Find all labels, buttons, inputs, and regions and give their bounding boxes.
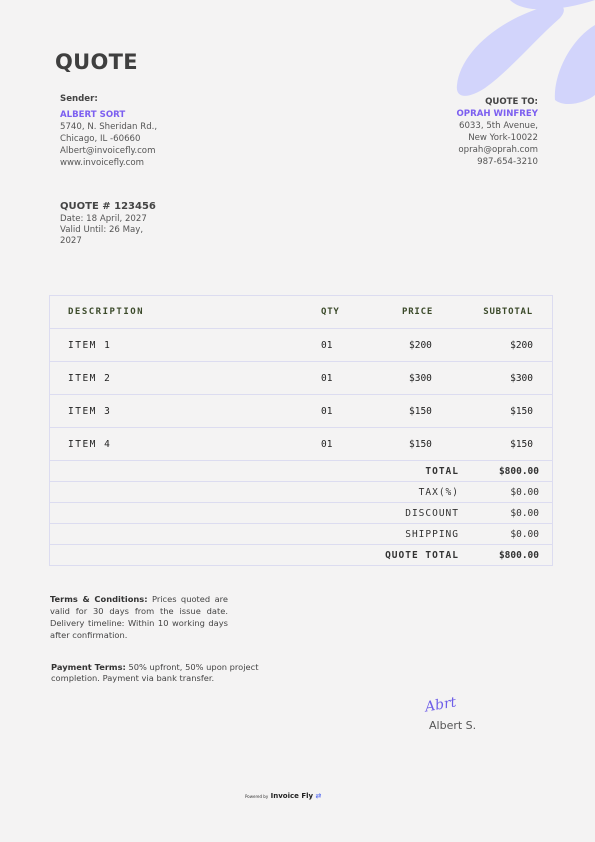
powered-by-text: Powered by [245, 794, 269, 799]
discount-label: DISCOUNT [405, 508, 459, 519]
item-subtotal: $150 [510, 439, 533, 450]
total-row [50, 461, 552, 482]
header-subtotal: SUBTOTAL [483, 307, 533, 317]
payment-label: Payment Terms: [51, 662, 126, 672]
powered-by-footer [245, 792, 321, 800]
document-title: QUOTE [55, 50, 138, 74]
sender-address-line1: 5740, N. Sheridan Rd., [60, 122, 158, 132]
signature-name: Albert S. [429, 719, 477, 732]
terms-text: Prices quoted are valid for 30 days from the issue date. Delivery timeline: Within 10 working days after confirmation. [50, 594, 228, 640]
quote-valid-until-year: 2027 [60, 236, 82, 246]
table-row [50, 329, 552, 362]
item-subtotal: $150 [510, 406, 533, 417]
sender-name: ALBERT SORT [60, 110, 126, 120]
item-qty: 01 [321, 340, 333, 351]
item-price: $200 [409, 340, 432, 351]
sender-address-line2: Chicago, IL -60660 [60, 134, 141, 144]
quote-date: Date: 18 April, 2027 [60, 214, 147, 224]
client-name: OPRAH WINFREY [456, 109, 538, 119]
table-row [50, 395, 552, 428]
tax-row [50, 482, 552, 503]
item-price: $150 [409, 406, 432, 417]
quote-meta [60, 201, 170, 247]
header-description: DESCRIPTION [68, 307, 145, 317]
table-row [50, 428, 552, 461]
items-table [49, 295, 553, 566]
client-email: oprah@oprah.com [458, 145, 538, 155]
terms-section [50, 593, 228, 641]
quote-number: QUOTE # 123456 [60, 201, 156, 212]
item-qty: 01 [321, 439, 333, 450]
quote-total-label: QUOTE TOTAL [385, 550, 459, 561]
payment-text: 50% upfront, 50% upon project completion. Payment via bank transfer. [51, 662, 259, 683]
shipping-row [50, 524, 552, 545]
decorative-leaf-shape [455, 0, 595, 110]
shipping-label: SHIPPING [405, 529, 459, 540]
discount-row [50, 503, 552, 524]
total-label: TOTAL [425, 466, 459, 477]
client-label: QUOTE TO: [485, 97, 538, 107]
sender-label: Sender: [60, 94, 98, 104]
tax-value: $0.00 [510, 487, 539, 498]
client-address-line1: 6033, 5th Avenue, [458, 121, 538, 131]
sender-website: www.invoicefly.com [60, 158, 144, 168]
signature-scribble: Abrt [423, 694, 458, 716]
item-description: ITEM 1 [68, 340, 112, 351]
quote-valid-until: Valid Until: 26 May, [60, 225, 144, 235]
item-description: ITEM 2 [68, 373, 112, 384]
discount-value: $0.00 [510, 508, 539, 519]
quote-total-value: $800.00 [498, 550, 539, 561]
item-qty: 01 [321, 406, 333, 417]
item-subtotal: $200 [510, 340, 533, 351]
item-subtotal: $300 [510, 373, 533, 384]
tax-label: TAX(%) [418, 487, 459, 498]
sender-email: Albert@invoicefly.com [60, 146, 156, 156]
table-header-row [50, 296, 552, 329]
quote-total-row [50, 545, 552, 565]
item-price: $150 [409, 439, 432, 450]
shipping-value: $0.00 [510, 529, 539, 540]
client-phone: 987-654-3210 [477, 157, 538, 167]
brand-logo-icon: ⇄ [315, 792, 322, 800]
payment-section [51, 662, 271, 684]
table-row [50, 362, 552, 395]
brand-name: Invoice Fly [270, 792, 314, 800]
total-value: $800.00 [498, 466, 539, 477]
terms-label: Terms & Conditions: [50, 594, 148, 604]
client-block [456, 96, 538, 168]
item-price: $300 [409, 373, 432, 384]
header-qty: QTY [321, 307, 340, 317]
header-price: PRICE [402, 307, 434, 317]
item-description: ITEM 3 [68, 406, 112, 417]
client-address-line2: New York-10022 [468, 133, 538, 143]
item-qty: 01 [321, 373, 333, 384]
item-description: ITEM 4 [68, 439, 112, 450]
sender-block [60, 93, 157, 169]
